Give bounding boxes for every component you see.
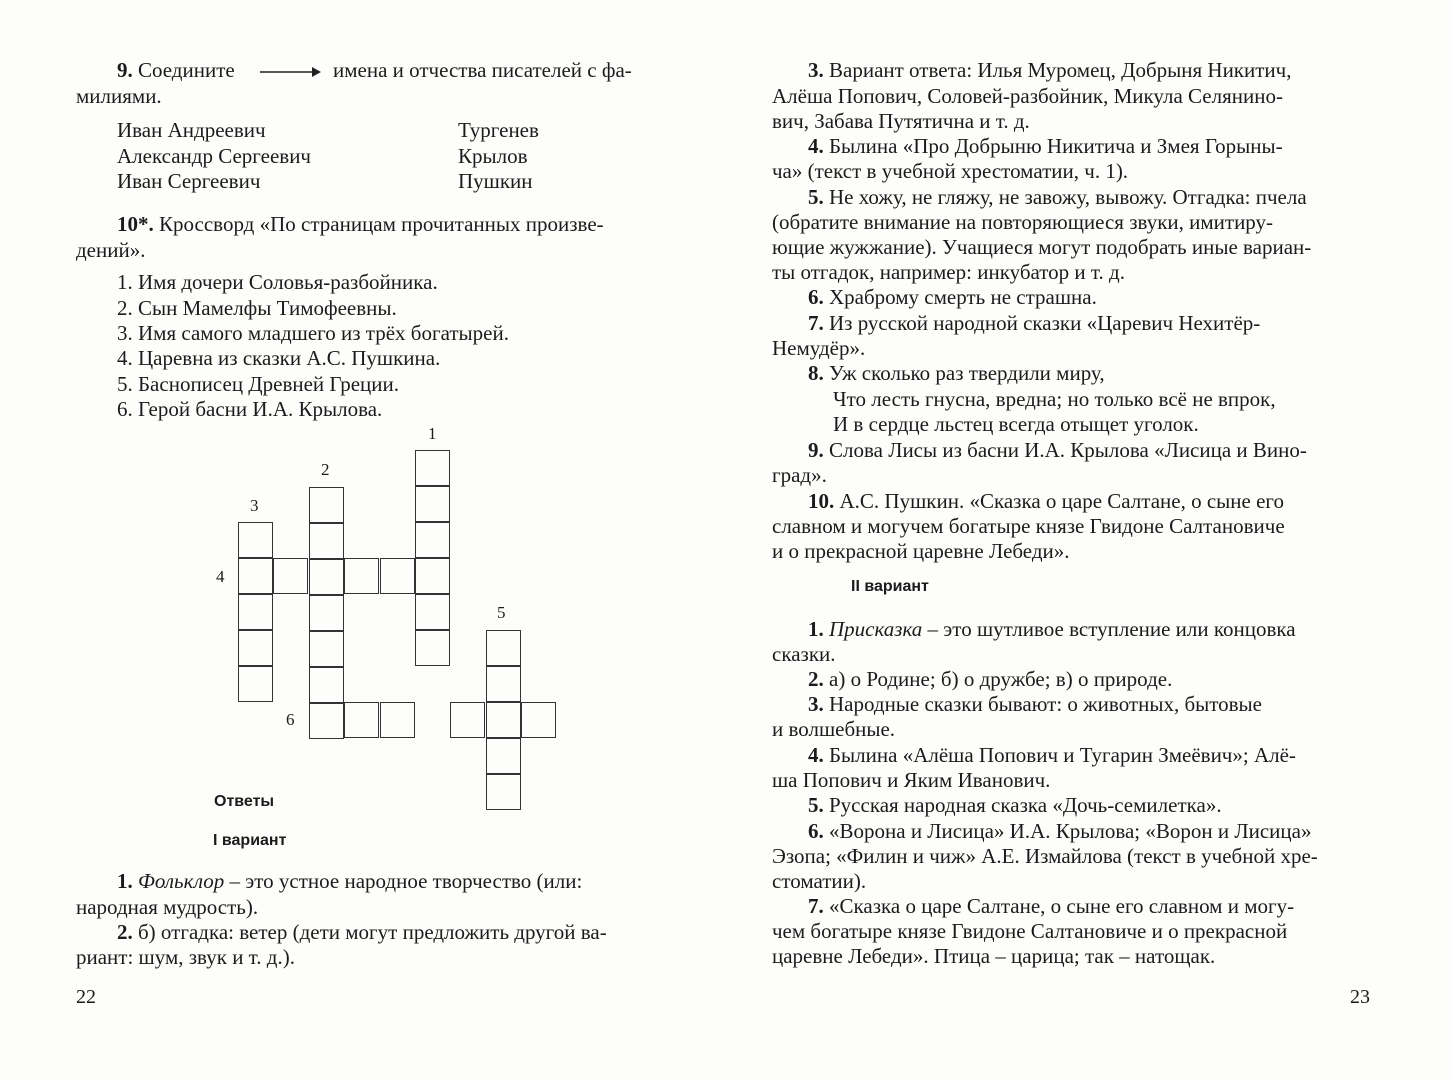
crossword-cell bbox=[309, 703, 344, 739]
v2-answer-5 bbox=[808, 793, 1222, 819]
crossword-cell bbox=[238, 630, 273, 666]
v2-answer-4 bbox=[808, 743, 1296, 769]
crossword-cell bbox=[238, 594, 273, 630]
crossword-number-2: 2 bbox=[321, 460, 330, 479]
writer-surname: Крылов bbox=[458, 144, 528, 168]
crossword-cell bbox=[521, 702, 556, 738]
answer-2 bbox=[117, 920, 607, 946]
answer-8-line3: И в сердце льстец всегда отыщет уголок. bbox=[833, 412, 1199, 436]
answer-1 bbox=[117, 869, 582, 895]
crossword-cell bbox=[415, 630, 450, 666]
crossword-cell bbox=[344, 558, 379, 594]
task9-number: 9. bbox=[117, 58, 133, 82]
v2-answer-6-line2: Эзопа; «Филин и чиж» А.Е. Измайлова (текст в учебной хре- bbox=[772, 844, 1318, 868]
answer-number: 2. bbox=[808, 667, 824, 691]
answer-number: 6. bbox=[808, 819, 824, 843]
answer-text: Из русской народной сказки «Царевич Нехитёр- bbox=[823, 311, 1261, 335]
answer-number: 1. bbox=[117, 869, 133, 893]
answer-number: 5. bbox=[808, 793, 824, 817]
crossword-cell bbox=[486, 666, 521, 702]
crossword-cell bbox=[309, 667, 344, 703]
answer-number: 4. bbox=[808, 743, 824, 767]
crossword-cell bbox=[238, 666, 273, 702]
task9-text-after-arrow: имена и отчества писателей с фа- bbox=[333, 58, 632, 82]
task9-line1 bbox=[117, 58, 235, 84]
answer-text: Народные сказки бывают: о животных, бытовые bbox=[823, 692, 1262, 716]
writer-surname: Пушкин bbox=[458, 169, 533, 193]
task9-text-before-arrow: Соедините bbox=[138, 58, 235, 82]
answer-text: Былина «Алёша Попович и Тугарин Змеёвич»; Алё- bbox=[823, 743, 1296, 767]
answer-number: 9. bbox=[808, 438, 824, 462]
task10-title: Кроссворд «По страницам прочитанных произве- bbox=[159, 212, 604, 236]
crossword-cell bbox=[415, 486, 450, 522]
answer-text: «Сказка о царе Салтане, о сыне его славном и могу- bbox=[823, 894, 1295, 918]
crossword-cell bbox=[238, 522, 273, 558]
crossword-clue: 6. Герой басни И.А. Крылова. bbox=[117, 397, 383, 421]
answer-2-line2: риант: шум, звук и т. д.). bbox=[76, 945, 295, 969]
answer-3-line2: Алёша Попович, Соловей-разбойник, Микула Селянино- bbox=[772, 84, 1283, 108]
crossword-cell bbox=[415, 522, 450, 558]
answer-8-line2: Что лесть гнусна, вредна; но только всё не впрок, bbox=[833, 387, 1276, 411]
answer-7 bbox=[808, 311, 1260, 337]
task10-line1 bbox=[117, 212, 604, 238]
arrow-icon bbox=[260, 64, 322, 80]
crossword-number-5: 5 bbox=[497, 603, 506, 622]
answer-number: 3. bbox=[808, 692, 824, 716]
answer-term: Фольклор bbox=[138, 869, 225, 893]
crossword-cell bbox=[309, 559, 344, 595]
v2-answer-1 bbox=[808, 617, 1296, 643]
crossword-cell bbox=[486, 630, 521, 666]
v2-answer-6-line3: стоматии). bbox=[772, 869, 867, 893]
answer-text: Не хожу, не гляжу, не завожу, вывожу. Отгадка: пчела bbox=[823, 185, 1307, 209]
crossword-cell bbox=[415, 558, 450, 594]
v2-answer-6 bbox=[808, 819, 1311, 845]
page-number: 22 bbox=[76, 986, 96, 1008]
answer-number: 1. bbox=[808, 617, 824, 641]
writer-name: Иван Андреевич bbox=[117, 118, 266, 142]
crossword-cell bbox=[486, 774, 521, 810]
answer-number: 6. bbox=[808, 285, 824, 309]
answer-1-line2: народная мудрость). bbox=[76, 895, 259, 919]
answer-text: Русская народная сказка «Дочь-семилетка». bbox=[823, 793, 1222, 817]
variant2-heading: II вариант bbox=[851, 578, 929, 595]
answer-number: 5. bbox=[808, 185, 824, 209]
answer-text: – это устное народное творчество (или: bbox=[224, 869, 583, 893]
crossword-number-6: 6 bbox=[286, 710, 295, 729]
v2-answer-7-line2: чем богатыре князе Гвидоне Салтановиче и о прекрасной bbox=[772, 919, 1288, 943]
answer-number: 2. bbox=[117, 920, 133, 944]
v2-answer-3-line2: и волшебные. bbox=[772, 717, 896, 741]
answer-text: Слова Лисы из басни И.А. Крылова «Лисица и Вино- bbox=[823, 438, 1307, 462]
answer-9 bbox=[808, 438, 1307, 464]
v2-answer-3 bbox=[808, 692, 1262, 718]
crossword-clue: 5. Баснописец Древней Греции. bbox=[117, 372, 400, 396]
answer-4 bbox=[808, 134, 1283, 160]
crossword-cell bbox=[415, 594, 450, 630]
crossword-number-3: 3 bbox=[250, 496, 259, 515]
answer-number: 4. bbox=[808, 134, 824, 158]
answer-text: Храброму смерть не страшна. bbox=[823, 285, 1097, 309]
answer-8 bbox=[808, 361, 1105, 387]
answer-text: Уж сколько раз твердили миру, bbox=[823, 361, 1105, 385]
answer-text: Вариант ответа: Илья Муромец, Добрыня Никитич, bbox=[823, 58, 1292, 82]
answer-text: «Ворона и Лисица» И.А. Крылова; «Ворон и Лисица» bbox=[823, 819, 1312, 843]
crossword-number-4: 4 bbox=[216, 567, 225, 586]
crossword-clue: 4. Царевна из сказки А.С. Пушкина. bbox=[117, 346, 441, 370]
answers-heading: Ответы bbox=[214, 793, 275, 810]
crossword-cell bbox=[309, 631, 344, 667]
answer-7-line2: Немудёр». bbox=[772, 336, 866, 360]
crossword-clue: 3. Имя самого младшего из трёх богатырей. bbox=[117, 321, 509, 345]
answer-text: Былина «Про Добрыню Никитича и Змея Горыны- bbox=[823, 134, 1283, 158]
answer-3 bbox=[808, 58, 1291, 84]
answer-text: а) о Родине; б) о дружбе; в) о природе. bbox=[823, 667, 1173, 691]
crossword-cell bbox=[450, 702, 485, 738]
answer-5-line2: (обратите внимание на повторяющиеся звуки, имитиру- bbox=[772, 210, 1274, 234]
writer-name: Иван Сергеевич bbox=[117, 169, 261, 193]
answer-5 bbox=[808, 185, 1307, 211]
crossword-cell bbox=[238, 558, 273, 594]
answer-5-line3: ющие жужжание). Учащиеся могут подобрать иные вариан- bbox=[772, 235, 1312, 259]
task10-number: 10*. bbox=[117, 212, 154, 236]
crossword-cell bbox=[309, 523, 344, 559]
answer-text: б) отгадка: ветер (дети могут предложить другой ва- bbox=[132, 920, 607, 944]
writer-name: Александр Сергеевич bbox=[117, 144, 311, 168]
answer-number: 8. bbox=[808, 361, 824, 385]
crossword-cell bbox=[486, 738, 521, 774]
answer-4-line2: ча» (текст в учебной хрестоматии, ч. 1). bbox=[772, 159, 1129, 183]
answer-10-line3: и о прекрасной царевне Лебеди». bbox=[772, 539, 1070, 563]
answer-term: Присказка bbox=[829, 617, 923, 641]
v2-answer-7-line3: царевне Лебеди». Птица – царица; так – натощак. bbox=[772, 944, 1216, 968]
task10-line2: дений». bbox=[76, 238, 146, 262]
right-page bbox=[725, 0, 1450, 1080]
page-number: 23 bbox=[1350, 986, 1370, 1008]
task9-line2: милиями. bbox=[76, 84, 162, 108]
crossword-cell bbox=[380, 702, 415, 738]
answer-number: 10. bbox=[808, 489, 835, 513]
crossword-cell bbox=[344, 702, 379, 738]
v2-answer-4-line2: ша Попович и Яким Иванович. bbox=[772, 768, 1051, 792]
crossword-cell bbox=[309, 595, 344, 631]
answer-number: 7. bbox=[808, 311, 824, 335]
crossword-cell bbox=[415, 450, 450, 486]
variant1-heading: I вариант bbox=[213, 832, 287, 849]
crossword-cell bbox=[380, 558, 415, 594]
answer-10-line2: славном и могучем богатыре князе Гвидоне Салтановиче bbox=[772, 514, 1285, 538]
v2-answer-7 bbox=[808, 894, 1294, 920]
answer-9-line2: град». bbox=[772, 463, 827, 487]
v2-answer-1-line2: сказки. bbox=[772, 642, 836, 666]
crossword-cell bbox=[273, 558, 308, 594]
answer-number: 3. bbox=[808, 58, 824, 82]
v2-answer-2 bbox=[808, 667, 1172, 693]
writer-surname: Тургенев bbox=[458, 118, 539, 142]
crossword-cell bbox=[486, 702, 521, 738]
crossword-cell bbox=[309, 487, 344, 523]
answer-text: – это шутливое вступление или концовка bbox=[922, 617, 1296, 641]
answer-6 bbox=[808, 285, 1097, 311]
answer-10 bbox=[808, 489, 1284, 515]
answer-number: 7. bbox=[808, 894, 824, 918]
answer-3-line3: вич, Забава Путятична и т. д. bbox=[772, 109, 1030, 133]
crossword-number-1: 1 bbox=[428, 424, 437, 443]
answer-5-line4: ты отгадок, например: инкубатор и т. д. bbox=[772, 260, 1125, 284]
crossword-clue: 2. Сын Мамелфы Тимофеевны. bbox=[117, 296, 397, 320]
crossword-clue: 1. Имя дочери Соловья-разбойника. bbox=[117, 270, 438, 294]
answer-text: А.С. Пушкин. «Сказка о царе Салтане, о сыне его bbox=[834, 489, 1284, 513]
